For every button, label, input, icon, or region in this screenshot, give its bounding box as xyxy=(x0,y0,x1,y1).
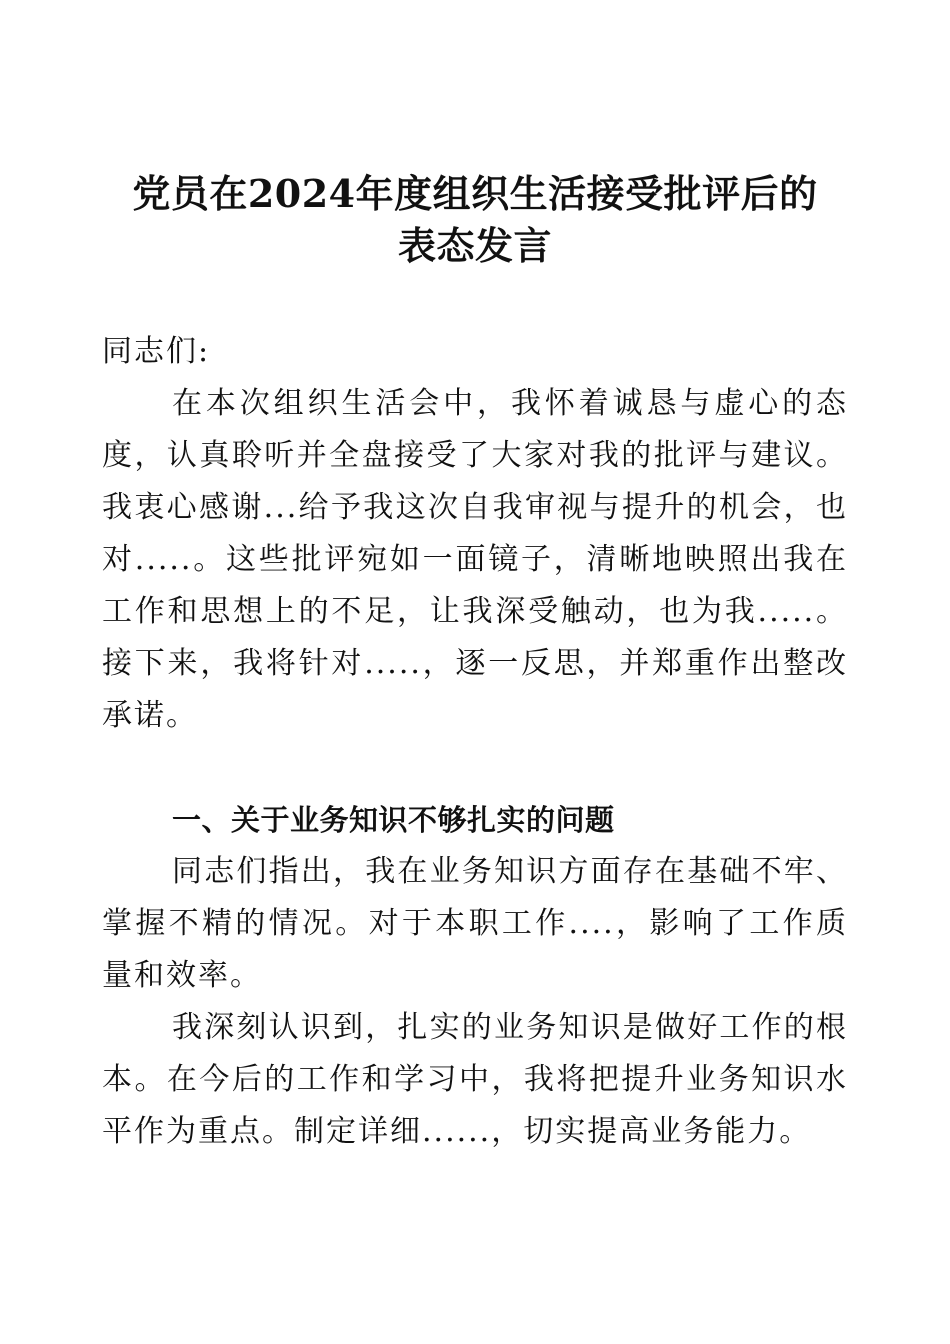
section-heading: 一、关于业务知识不够扎实的问题 xyxy=(172,803,615,837)
section-paragraph-2: 我深刻认识到，扎实的业务知识是做好工作的根本。在今后的工作和学习中，我将把提升业务知识水平作为重点。制定详细......，切实提高业务能力。 xyxy=(102,1010,848,1149)
document-title xyxy=(60,168,890,272)
intro-paragraph: 在本次组织生活会中，我怀着诚恳与虚心的态度，认真聆听并全盘接受了大家对我的批评与建议。我衷心感谢...给予我这次自我审视与提升的机会，也对.....。这些批评宛如一面镜子，清晰地映照出我在工作和思想上的不足，让我深受触动，也为我.....。接下来，我将针对.....，逐一反思，并郑重作出整改承诺。 xyxy=(102,386,848,733)
paragraph-gap xyxy=(102,742,848,794)
salutation: 同志们: xyxy=(102,334,211,369)
title-line-1: 党员在2024年度组织生活接受批评后的 xyxy=(132,171,818,216)
section-paragraph-1: 同志们指出，我在业务知识方面存在基础不牢、掌握不精的情况。对于本职工作....，影响了工作质量和效率。 xyxy=(102,854,848,993)
title-line-2: 表态发言 xyxy=(397,223,552,268)
document-body xyxy=(102,326,848,1158)
